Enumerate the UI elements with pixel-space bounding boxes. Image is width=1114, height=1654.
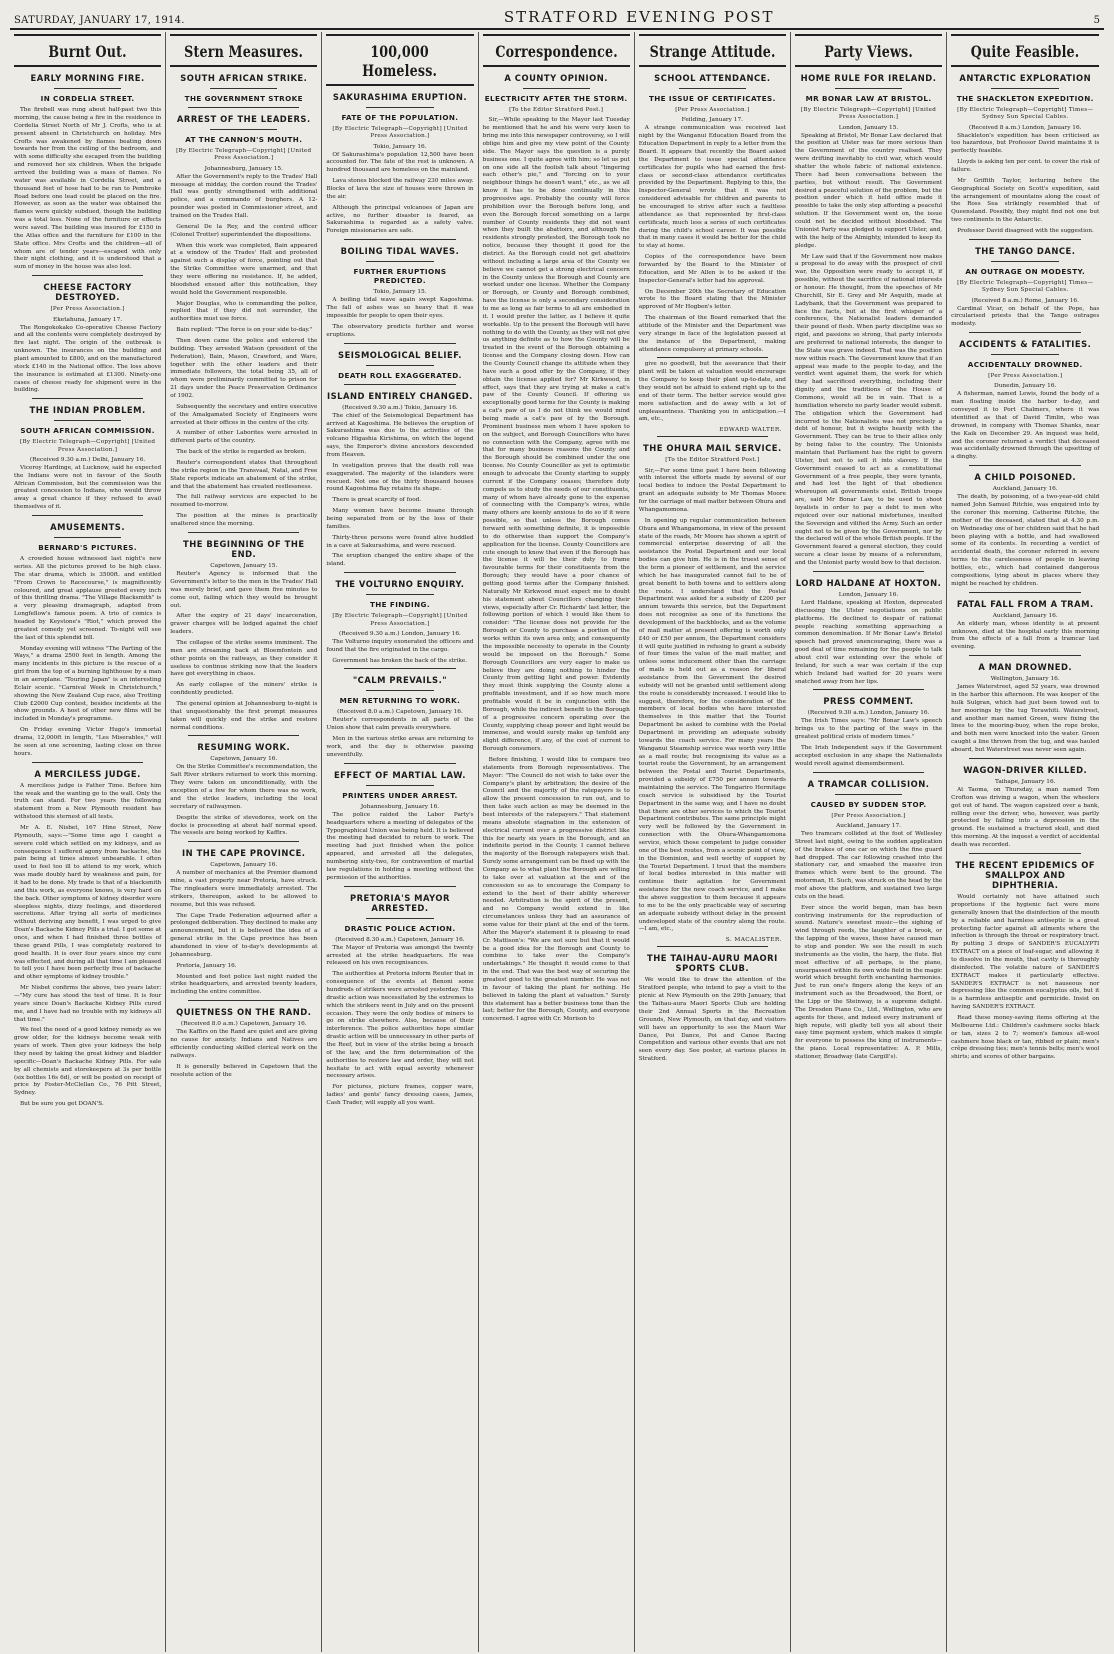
article-subheadline: AN OUTRAGE ON MODESTY.	[965, 267, 1086, 276]
newspaper-title: STRATFORD EVENING POST	[503, 8, 775, 26]
article-headline: THE TANGO DANCE.	[975, 245, 1076, 256]
article-headline: A COUNTY OPINION.	[504, 73, 608, 83]
article-subheadline: THE GOVERNMENT STROKE	[184, 94, 303, 104]
article-subheadline: THE FINDING.	[369, 600, 430, 610]
article-paragraph: For pictures, picture frames, copper ware, ladies' and gents' fancy dressing cases, James, Cash Trader, will supply all you want.	[326, 1084, 474, 1107]
dateline: Capetown, January 16.	[210, 862, 278, 869]
headline-rule	[991, 88, 1059, 89]
section-divider	[969, 592, 1081, 593]
article-headline: IN THE CAPE PROVINCE.	[182, 848, 306, 859]
wire-credit: [To the Editor Stratford Post.]	[509, 107, 604, 114]
article-paragraph: Read these money-saving items offering at the Melbourne Ltd.: Children's cashmere socks black or tan, sizes 2 to 7; women's famous all-wool cashmere hose black or tan, ribbed or plain; men's crêpe dressing ties; men's tennis belts; men's wool shirts; and scores of other bargains.	[951, 1014, 1100, 1061]
column-heading-rule	[170, 65, 317, 67]
article-paragraph: The firebell was rung about half-past two this morning, the cause being a fire in the residence in Cordelia Street North of Mr J. Crofts, who is at present absent in Christchurch on holiday. Mrs Crofts was awakened by flames beating down towards her from the ceiling of the bedroom, and with some difficulty she escaped from the building and removed her six children. When the brigade arrived the building was a mass of flames. No water was available in Cordelia Street, and a thousand feet of hose had to be run to Pembroke Road before one lead could be placed on the fire. However, as soon as the water was obtained the flames were quickly subdued, though the building was a total loss. None of the furniture or effects were saved. The building was insured for £150 in the Atlas office and the furniture for £100 in the State office. Mrs Crofts and the children—all of whom are of tender years—escaped with only their night clothing, and it is understood that a sum of money in the house was also lost.	[14, 107, 162, 271]
article-paragraph: An early collapse of the miners' strike is confidently predicted.	[170, 682, 318, 697]
article-headline: EARLY MORNING FIRE.	[30, 73, 145, 83]
article-paragraph: In opening up regular communication between Ohura and Whangamomona, in view of the present state of the roads, Mr Moore has shown a spirit of commercial enterprise deserving of all the assistance the Postal Department and our local bodies can give him. He is in the truest sense of the term a pioneer of settlement, and the service which he has inaugurated cannot fail to be of great benefit to both towns and to settlers along the route. I understand that the Postal Department was asked for a subsidy of £200 per annum towards this service, but the Department does not recognise as one of its functions the development of the backblocks, and as the volume of mail matter at present offering is worth only £40 or £50 per annum, the Department considers it will quite justified in refusing to grant a subsidy of four times the value of the mail matter, and unless some inducement other than the carriage of mails is held out as a reason for liberal assistance from the Government the desired subsidy will not be granted until settlement along the route is considerably increased. I would like to suggest, therefore, for the consideration of the members of local bodies who have interested themselves in this matter that the Tourist Department be asked to combine with the Postal Department in providing an adequate subsidy towards the coach service. For many years the Wanganui Steamship service was worth very little as a mail route; but recognising its value as a tourist route the Government, by an arrangement between the Postal and Tourist Departments, provided a subsidy of £750 per annum towards maintaining the service. The Tongariro Hermitage coach service is subsidised by the Tourist Department in the same way, and I have no doubt that there are other services to which the Tourist Department contributes. The same principle might very well be followed by the Government in connection with the Ohura-Whangamomona service, which those competent to judge consider one of the best routes, from a scenic point of view, in the Dominion, and well worthy of support by the Tourist Department. I trust that the members of local bodies interested in this matter will continue their agitation for Government assistance for the new coach service, and I make the above suggestion to them because it appears to me to be the only practicable way of securing an adequate subsidy without delay in the present undeveloped state of the country along the route.—I am, etc.,	[638, 517, 786, 933]
article-paragraph: The chief of the Seismological Department has arrived at Kagoshima. He believes the eruption of Sakurashima was due to the activities of the volcano Higashia Kirishima, on which the legend says, the Emperor's divine ancestors descended from Heaven.	[326, 412, 474, 459]
article-paragraph: A number of mechanics at the Premier diamond mine, a vast property near Pretoria, have struck. The ringleaders were immediately arrested. The strikers, thereupon, asked to be allowed to resume, but this was refused.	[170, 870, 318, 908]
dateline: (Received 9.30 a.m.) Delhi, January 16.	[29, 456, 146, 463]
article-paragraph: The Mayor of Pretoria was amongst the twenty arrested at the strike headquarters. He was released on his own recognisances.	[326, 944, 474, 967]
headline-rule	[366, 261, 433, 262]
column-top-rule	[170, 34, 317, 36]
wire-credit: [To the Editor Stratford Post.]	[665, 457, 760, 464]
article-headline: THE RECENT EPIDEMICS OF SMALLPOX AND DIPHTHERIA.	[955, 859, 1096, 891]
headline-rule	[366, 690, 433, 691]
section-divider	[32, 515, 143, 516]
article-subheadline: IN CORDELIA STREET.	[40, 94, 135, 104]
article-paragraph: Mr A. E. Nisbet, 167 Hine Street, New Plymouth, says:—"Some time ago I caught a severe cold which settled on my kidneys, and as consequence I suffered agony from backache, the pain being at times almost unbearable. I often used to feel too ill to attend to my work, which was made doubly hard by weakness and pain, for it had to be done. My trade is that of a blacksmith and this work, as everyone knows, is very hard on the back. Other symptoms of kidney disorder were sleepless nights, dizzy feelings, and disordered secretions. After trying all sorts of medicines without deriving any benefit, I was urged to give Doan's Backache Kidney Pills a trial. I got some at once, and when I had finished three bottles of these grand Pills, I was completely restored to good health. It is over four years since my cure was effected, and during all that time I am pleased to tell you I have been perfectly free of backache and other symptoms of kidney trouble."	[14, 824, 162, 981]
column-5	[635, 32, 791, 1652]
article-headline: ARREST OF THE LEADERS.	[176, 114, 311, 125]
article-paragraph: It is generally believed in Capetown that the resolute action of the	[170, 1063, 318, 1078]
article-headline: A CHILD POISONED.	[974, 472, 1077, 483]
section-divider	[344, 239, 455, 240]
dateline: Auckland, January 17.	[836, 822, 901, 829]
article-paragraph: Ever since the world began, man has been contriving instruments for the reproduction of sound. Nature's sweetest music—the sighing of wind through reeds, the laughter of a brook, or the lapping of the waves, these have caused man to stop and ponder. We see the result in such instruments as the violin, the harp, the flute. But most effective of all perhaps, is the piano, unsurpassed within its own wide field in the magic world which brought forth enchanting harmonies. Just to run one's fingers along the keys of an instrument such as the Broadwood, the Bord, or the Lipp or the Steinway, is a supreme delight. The Dresden Piano Co., Ltd., Wellington, who are agents for these, and indeed every instrument of high repute, will gladly tell you all about their easy time payment system, which makes it simple for everyone to possess the king of instruments—the piano. Local representative: A. P. Mills, stationer, Broadway (late Cargill's).	[794, 904, 943, 1061]
article-subheadline: MEN RETURNING TO WORK.	[339, 696, 461, 706]
column-2	[166, 32, 322, 1652]
headline-rule	[679, 88, 746, 89]
article-paragraph: Lloyds is asking ten per cent. to cover the risk of failure.	[951, 159, 1100, 174]
article-paragraph: Reuter's correspondent states that throughout the strike region in the Transvaal, Natal, and Free State reports indicate an abatement of the strike, and that the abatement has created restlessness.	[170, 460, 318, 490]
article-paragraph: A crowded house witnessed last night's new series. All the pictures proved to be high class. The star drama, which is 3500ft. and entitled "From Crown to Racecourse," is magnificently coloured, and great applause greeted every inch of this thrilling drama. "The Village Blacksmith" is a very pleasing dramagraph, adapted from Longfellow's famous poem. A trio of comics is headed by Keystone's "Riot," which proved the greatest comedy yet screened. To-night will see the last of this splendid bill.	[14, 556, 162, 641]
article-paragraph: The Rongokokako Co-operative Cheese Factory and all the contents were completely destroyed by fire last night. The origin of the outbreak is unknown. The insurances on the building and plant amounted to £800, and on the manufactured stock £140 in the National office. The loss above the insurance is estimated at £1300. Ninety-one cases of cheese ready for shipment were in the building.	[14, 324, 162, 394]
article-headline: SEISMOLOGICAL BELIEF.	[338, 349, 462, 360]
article-paragraph: Monday evening will witness "The Parting of the Ways," a drama 2500 feet in length. Among the many incidents in this picture is the rescue of a girl from the top of a burning lighthouse by a man in an aeroplane. "Touring Japan" is an interesting Eclair scenic. "Carnival Week in Christchurch," showing the New Zealand Cup race, also Trotting Club £2000 Cup contest, besides incidents at the show grounds. A host of other new films will be included in Monday's programme.	[14, 645, 162, 723]
headline-rule	[366, 594, 433, 595]
column-heading: 100,000 Homeless.	[362, 42, 438, 80]
wire-credit: [By Electric Telegraph—Copyright] [United Press Association.]	[800, 107, 937, 121]
wire-credit: [Per Press Association.]	[831, 812, 906, 819]
section-divider	[969, 239, 1081, 240]
article-subheadline: CAUSED BY SUDDEN STOP.	[810, 799, 927, 809]
column-1	[10, 32, 166, 1652]
section-divider	[188, 107, 299, 108]
article-headline: QUIETNESS ON THE RAND.	[176, 1007, 312, 1018]
dateline: Capetown, January 15.	[210, 563, 278, 570]
article-paragraph: The Irish Independent says if the Government accepted exclusion in any shape the Nationalists would revolt against dismemberment.	[794, 745, 943, 767]
article-paragraph: General De la Rey, and the control officer (Colonel Trotter) superintended the dispositions.	[170, 223, 318, 238]
article-paragraph: On the Strike Committee's recommendation, the Salt River strikers returned to work this morning. They were taken on unconditionally, with the exception of a few for whom there was no work, and the strike leaders, including the local secretary of railwaymen.	[170, 764, 318, 810]
column-top-rule	[14, 34, 161, 36]
dateline: Eketahuna, January 17.	[53, 316, 123, 323]
section-divider	[969, 655, 1081, 656]
section-divider	[657, 436, 768, 437]
article-headline: LORD HALDANE AT HOXTON.	[795, 577, 942, 588]
headline-rule	[366, 365, 433, 366]
article-paragraph: Mr Griffith Taylor, lecturing before the Geographical Society on Scott's expedition, said the arrangement of mountains along the coast of the Ross Sea strikingly resembled that of Queensland. Possibly, they might find not one but two continents in the Antarctic.	[951, 177, 1100, 224]
article-paragraph: A boiling tidal wave again swept Kagoshima. The fall of ashes was so heavy that it was impossible for people to open their eyes.	[326, 297, 474, 319]
article-headline: BOILING TIDAL WAVES.	[340, 246, 460, 257]
wire-credit: [By Electric Telegraph—Copyright] [United Press Association.]	[19, 439, 156, 453]
dateline: (Received 8.30 a.m.) Capetown, January 16.	[335, 936, 465, 943]
headline-rule	[835, 794, 902, 795]
article-headline: ACCIDENTS & FATALITIES.	[959, 339, 1092, 350]
article-paragraph: On Friday evening Victor Hugo's immortal drama, 12,000ft in length, "Les Miserables," will be seen at one screening, lasting close on three hours.	[14, 727, 162, 757]
article-paragraph: Mr Nisbet confirms the above, two years later:—"My cure has stood the test of time. It is four years since Doan's Backache Kidney Pills cured me, and I have had no trouble with my kidneys all that time."	[14, 985, 162, 1023]
article-headline: SOUTH AFRICAN STRIKE.	[180, 73, 308, 83]
column-heading-rule	[951, 65, 1099, 67]
section-divider	[813, 772, 924, 773]
section-divider	[344, 384, 455, 385]
section-divider	[813, 689, 924, 690]
article-paragraph: In vestigation proves that the death roll was exaggerated. The majority of the islanders were rescued. Not one of the thirty thousand houses round Kagoshima Bay retains its shape.	[326, 462, 474, 493]
section-divider	[32, 762, 143, 763]
article-paragraph: Shackleton's expedition has been criticised as too hazardous, but Professor David maintains it is perfectly feasible.	[951, 132, 1100, 155]
letter-signature: EDWARD WALTER.	[719, 427, 782, 434]
wire-credit: [By Electric Telegraph—Copyright] [United Press Association.]	[332, 126, 468, 140]
article-paragraph: Government has broken the back of the strike.	[332, 657, 468, 664]
article-subheadline: PRINTERS UNDER ARREST.	[342, 790, 458, 800]
dateline: Johannesburg, January 15.	[204, 165, 283, 172]
article-paragraph: James Waterstreet, aged 52 years, was drowned in the harbor this afternoon. He was keeper of the hulk Sulgran, which had just been towed out to her moorings by the tug Terawhiti. Waterstreet, and another man named Green, were fixing the lines to the mooring-buoy, when the rope broke, and both men were knocked into the water. Green caught a line thrown from the tug, and was hauled aboard, but Waterstreet was never seen again.	[951, 684, 1100, 754]
column-heading: Quite Feasible.	[970, 42, 1080, 61]
article-subheadline: SOUTH AFRICAN COMMISSION.	[20, 426, 155, 436]
article-headline: THE OHURA MAIL SERVICE.	[643, 443, 782, 454]
article-headline: THE BEGINNING OF THE END.	[182, 538, 305, 559]
article-subheadline: AT THE CANNON'S MOUTH.	[185, 135, 303, 145]
article-paragraph: Reuter's Agency is informed that the Government's letter to the men in the Trades' Hall was merely brief, and gave them five minutes to come out, failing which they would be brought out.	[170, 571, 318, 609]
section-divider	[969, 853, 1081, 854]
article-paragraph: Men in the various strike areas are returning to work, and the day is otherwise passing uneventfully.	[326, 736, 474, 758]
wire-credit: [By Electric Telegraph—Copyright] Times—Sydney Sun Special Cables.	[957, 280, 1094, 294]
section-divider	[344, 668, 455, 669]
article-paragraph: Pretoria, January 16.	[176, 962, 237, 969]
article-headline: SAKURASHIMA ERUPTION.	[332, 92, 468, 102]
column-heading-rule	[639, 65, 786, 67]
wire-credit: [Per Press Association.]	[50, 306, 125, 313]
headline-rule	[366, 785, 433, 786]
wire-credit: [Per Press Association.]	[988, 373, 1063, 380]
article-headline: "CALM PREVAILS."	[352, 675, 448, 686]
article-paragraph: Subsequently the secretary and entire executive of the Amalgamated Society of Engineers were arrested at their offices in the centre of the city.	[170, 403, 318, 426]
article-headline: PRESS COMMENT.	[823, 696, 914, 707]
column-heading: Stern Measures.	[184, 42, 304, 61]
section-divider	[188, 1000, 299, 1001]
masthead	[10, 6, 1104, 30]
section-divider	[32, 275, 143, 276]
article-paragraph: Two tramcars collided at the foot of Wellesley Street last night, owing to the sudden application of the brakes of one car on which the fine guard had dropped. The car following crashed into the stationary car, and smashed the massive iron frames which were bent to the ground. The motorman, H. Such, was struck on the head by the roof above the platform, and sustained two large cuts on the head.	[794, 830, 943, 900]
article-headline: PRETORIA'S MAYOR ARRESTED.	[349, 892, 450, 913]
article-paragraph: The Volturno inquiry exonerated the officers and found that the fire originated in the cargo.	[326, 638, 474, 653]
article-paragraph: The Kaffirs on the Rand are quiet and are giving no cause for anxiety. Indians and Natives are efficiently conducting skilled clerical work on the railways.	[170, 1029, 318, 1059]
article-paragraph: We would like to draw the attention of the Stratford people, who intend to pay a visit to the picnic at New Plymouth on the 29th January, that the Taihau-aura Maori Sports Club are holding their 2nd Annual Sports in the Recreation Grounds, New Plymouth, on that day, and visitors will have an opportunity to see the Maori War Dance, Poi Dance, Poi and Canoe Racing Competition and various other events that are not seen every day. See poster, at various places in Stratford.	[638, 977, 786, 1063]
article-paragraph: Although the principal volcanoes of Japan are active, no further disaster is feared, as Sakurashima is regarded as a safety valve. Foreign missionaries are safe.	[326, 204, 474, 235]
wire-credit: [Per Press Association.]	[675, 107, 750, 114]
article-paragraph: Mr Law said that if the Government now makes a proposal to do away with the prospect of civil war, the Opposition were ready to accept it, if possible, without the sacrifice of national interests or honour. He thought, from the speeches of Mr Churchill, Sir E. Grey and Mr Asquith, made at Ladybank, that the Government was prepared to face the facts, but at the first whisper of a conference, the Nationalist leaders demanded their pound of flesh. When party discipline was so rigid, and passions so strong, that party interests are preferred to national interests, the danger to the State was grave indeed. That was the position now within reach. The Government know that if an appeal was made to the people to-day, and the verdict went against them, the work for which they had sacrificed everything, including their dignity and the traditions of the House of Commons, would all be in vain. That is a humiliation whereto no party leader would submit. The obligation which the Government had incurred to the Nationalists was not precisely a debt of honour, but it weighs heavily with the Government. They can be true to their allies only by being false to the country. The Unionists maintain that Parliament has the right to govern Ulster, but not to sell it into slavery. If the Government ceased to act as a constitutional Government of a free people, they were tyrants, and had lost the light of that obedience whereupon all governments exist. British troops are, said Mr Bonar Law, to be used to shoot loyalists in order to pay a debt to men who rejoiced over our national misfortunes, insulted the Sovereign and vilified the Army. Such an order ought not to be given by the Government, nor by the declared will of the whole British people. If the Government feared a general election, they could secure a clear issue by means of a referendum, and the Unionist party would bow to that decision.	[794, 253, 943, 567]
article-headline: RESUMING WORK.	[197, 742, 291, 753]
headline-rule	[523, 88, 590, 89]
article-paragraph: The authorities at Pretoria inform Reuter that in consequence of the events at Benoni some hundreds of strikers were arrested yesterday. This drastic action was necessitated by the extremes to which the strikers went in July and on the present occasion. They were the only bodies of miners to go on strike elsewhere. Also, because of their interference. The police authorities hope similar drastic action will be unnecessary in other parts of the Reef, but in view of the strike being a breach of the law, and the firm determination of the authorities to restore law and order, they will not hesitate to act with equal severity whenever necessary arises.	[326, 971, 474, 1080]
article-paragraph: The collapse of the strike seems imminent. The men are streaming back at Bloemfontein and other points on the railways, as they consider it useless to continue striking now that the leaders have got everything in chaos.	[170, 639, 318, 678]
article-subheadline: THE ISSUE OF CERTIFICATES.	[648, 94, 776, 104]
column-heading: Burnt Out.	[48, 42, 127, 61]
article-paragraph: When this work was completed, Bain appeared at a window of the Trades' Hall and protested against such a display of force, pointing out that the Strike Committee were unarmed, and that they were offering no resistance. If, he added, bloodshed ensued after this notification, they would hold the Government responsible.	[170, 242, 318, 296]
dateline: (Received 8 a.m.) London, January 16.	[968, 124, 1082, 131]
article-paragraph: On December 20th the Secretary of Education wrote to the Board stating that the Minister approved of Mr Hogben's letter.	[638, 288, 786, 311]
article-paragraph: We feel the need of a good kidney remedy as we grow older, for the kidneys become weak with years of work. Then give your kidneys the help they need by taking the great kidney and bladder specific—Doan's Backache Kidney Pills. For sale by all chemists and storekeepers at 3s per bottle (six bottles 16s 6d), or will be posted on receipt of price by Foster-McClellan Co., 76 Pitt Street, Sydney.	[14, 1027, 162, 1097]
headline-rule	[54, 420, 121, 421]
article-subheadline: ACCIDENTALLY DROWNED.	[967, 360, 1083, 370]
headline-rule	[366, 107, 433, 108]
article-headline: HOME RULE FOR IRELAND.	[800, 73, 937, 83]
column-top-rule	[326, 34, 473, 36]
section-divider	[813, 571, 924, 572]
article-paragraph: Thirty-three persons were found alive huddled in a cave at Sakurashima, and were rescued.	[326, 534, 474, 549]
headline-rule	[991, 354, 1059, 355]
article-paragraph: A strange communication was received last night by the Wanganui Education Board from the Education Department in reply to a letter from the Board. It appears that recently the Board asked the Department to issue special attendance certificates for pupils who had earned the first-class or second-class attendance certificates provided by the Department. Replying to this, the Inspector-General wrote that it was not considered advisable for children and parents to be encouraged to strive after such a faultless attendance as that represented by first-class certificate, much less a series of such certificates during the child's school career. It was possible that in many cases it would be better for the child to stay at home.	[638, 125, 786, 250]
headline-rule	[210, 129, 277, 130]
dateline: Feilding, January 17.	[681, 117, 744, 124]
article-paragraph: Many women have become insane through being separated from or by the loss of their families.	[326, 508, 474, 530]
article-paragraph: The observatory predicts further and worse eruptions.	[326, 323, 474, 338]
wire-credit: [By Electric Telegraph—Copyright] [United Press Association.]	[332, 613, 468, 627]
article-subheadline: BERNARD'S PICTURES.	[38, 543, 137, 553]
column-7	[947, 32, 1103, 1652]
section-divider	[32, 398, 143, 399]
section-divider	[188, 532, 299, 533]
article-subheadline: MR BONAR LAW AT BRISTOL.	[805, 94, 932, 104]
article-paragraph: There is great scarcity of food.	[332, 497, 422, 504]
article-paragraph: The eruption changed the entire shape of the island.	[326, 553, 474, 568]
column-heading-rule	[795, 65, 942, 67]
article-subheadline: FATE OF THE POPULATION.	[341, 113, 459, 123]
article-paragraph: After the expiry of 21 days' incarceration, graver charges will be lodged against the chief leaders.	[170, 613, 318, 636]
headline-rule	[991, 261, 1059, 262]
headline-rule	[210, 88, 277, 89]
dateline: Tokio, January 16.	[373, 143, 427, 150]
article-paragraph: Despite the strike of stevedores, work on the docks is proceeding at about half normal speed. The vessels are being worked by Kaffirs.	[170, 814, 318, 837]
article-headline: AMUSEMENTS.	[50, 522, 126, 533]
article-paragraph: The Irish Times says: "Mr Bonar Law's speech brings us to the parting of the ways in the greatest political crisis of modern times."	[794, 718, 943, 741]
wire-credit: [By Electric Telegraph—Copyright] Times—Sydney Sun Special Cables.	[957, 107, 1094, 121]
dateline: Taihape, January 16.	[994, 778, 1056, 785]
article-paragraph: Major Douglas, who is commanding the police, replied that if they did not surrender, the authorities must use force.	[170, 300, 318, 323]
section-divider	[969, 332, 1081, 333]
article-paragraph: An elderly man, whose identity is at present unknown, died at the hospital early this morning from the effects of a fall from a tramcar last evening.	[951, 620, 1100, 651]
dateline: Tokio, January 15.	[373, 289, 427, 296]
article-headline: THE TAIHAU-AURU MAORI SPORTS CLUB.	[646, 953, 778, 974]
column-4	[479, 32, 635, 1652]
article-paragraph: Cardinal Vicar, on behalf of the Pope, has circularised priests that the Tango outrages modesty.	[951, 305, 1100, 328]
section-divider	[657, 357, 768, 358]
article-headline: THE VOLTURNO ENQUIRY.	[335, 579, 465, 590]
article-paragraph: give no goodwill, but the assurance that their plant will be taken at valuation would encourage the Company to keep their plant up-to-date, and they would not be afraid to extend right up to the end of their term. The better service would give more satisfaction and do away with a lot of unpleasantness. Thanking you in anticipation.—I am, etc.,	[638, 361, 786, 423]
article-headline: FATAL FALL FROM A TRAM.	[956, 598, 1094, 609]
column-top-rule	[639, 34, 786, 36]
dateline: (Received 8.0 a.m.) Capetown, January 16.	[337, 709, 463, 716]
article-paragraph: The chairman of the Board remarked that the attitude of the Minister and the Department was very strange in face of the legislation passed at the instance of the Department, making attendance compulsory at primary schools.	[638, 315, 786, 353]
article-paragraph: The Cape Trade Federation adjourned after a prolonged deliberation. They declined to make any announcement, but it is believed the idea of a general strike in the Cape province has been abandoned in view of to-day's developments at Johannesburg.	[170, 912, 318, 958]
column-top-rule	[795, 34, 942, 36]
column-6	[791, 32, 947, 1652]
section-divider	[188, 735, 299, 736]
article-paragraph: Copies of the correspondence have been forwarded by the Board to the Minister of Education, and Mr Allen is to be asked if the Inspector-General's letter had his approval.	[638, 254, 786, 284]
column-heading: Strange Attitude.	[649, 42, 776, 61]
dateline: Auckland, January 16.	[992, 612, 1058, 619]
dateline: Wellington, January 16.	[990, 676, 1060, 683]
dateline: Dunedin, January 16.	[994, 383, 1057, 390]
dateline: Johannesburg, January 16.	[360, 803, 440, 810]
article-subheadline: DRASTIC POLICE ACTION.	[344, 923, 456, 933]
dateline: (Received 9.30 a.m.) Tokio, January 16.	[342, 404, 458, 411]
article-paragraph: Mounted and foot police last night raided the strike headquarters, and arrested twenty leaders, including the entire committee.	[170, 973, 318, 996]
headline-rule	[366, 918, 433, 919]
article-subheadline: DEATH ROLL EXAGGERATED.	[338, 370, 462, 380]
dateline: Capetown, January 16.	[210, 756, 278, 763]
dateline: (Received 9.30 a.m.) London, January 16.	[339, 630, 461, 637]
section-divider	[969, 758, 1081, 759]
article-paragraph: Of Sakurashima's population 12,500 have been accounted for. The fate of the rest is unknown. A hundred thousand are homeless on the mainland.	[326, 151, 474, 174]
article-paragraph: Lord Haldane, speaking at Hoxton, deprecated discussing the Ulster negotiations on public platforms. He declined to despair of rational people reaching something approaching a common denomination. If Mr Bonar Law's Bristol speech had proved unencouraging, there was a good deal of time remaining for the people to talk about civil war extending over the whole of Ireland, for such a war was certain if the cup which Ireland had waited for 20 years were snatched away from her lips.	[794, 599, 943, 685]
article-paragraph: A fisherman, named Lewis, found the body of a man floating inside the harbor to-day, and conveyed it to Port Chalmers, where it was identified as that of David Timlin, who was drowned, in company with Thomas Shanks, near the Kaik on December 29. An inquest was held, and the coroner returned a verdict that deceased was accidentally drowned through the upsetting of a dinghy.	[951, 391, 1100, 461]
column-heading: Correspondence.	[494, 42, 618, 61]
article-subheadline: ELECTRICITY AFTER THE STORM.	[484, 94, 628, 104]
column-3	[322, 32, 478, 1652]
article-headline: A MAN DROWNED.	[978, 662, 1073, 673]
article-headline: A MERCILESS JUDGE.	[34, 768, 141, 779]
section-divider	[657, 946, 768, 947]
section-divider	[344, 886, 455, 887]
section-divider	[188, 841, 299, 842]
article-headline: ISLAND ENTIRELY CHANGED.	[326, 390, 473, 401]
columns-container	[10, 32, 1104, 1652]
column-heading-rule	[326, 84, 473, 86]
article-subheadline: THE SHACKLETON EXPEDITION.	[956, 94, 1094, 104]
dateline: London, January 15.	[838, 124, 899, 131]
section-divider	[344, 343, 455, 344]
article-paragraph: Bain replied: "The force is on your side to-day."	[176, 327, 313, 334]
article-paragraph: But be sure you get DOAN'S.	[20, 1101, 104, 1108]
article-paragraph: Lava stones blocked the railway 230 miles away. Blocks of lava the size of houses were thrown in the air.	[326, 178, 474, 200]
dateline: London, January 16.	[838, 591, 899, 598]
section-divider	[969, 465, 1081, 466]
dateline: Auckland, January 16.	[992, 486, 1058, 493]
column-top-rule	[483, 34, 630, 36]
dateline: (Received 8.0 a.m.) Capetown, January 16.	[180, 1021, 307, 1028]
page-number: 5	[1093, 15, 1100, 26]
article-headline: CHEESE FACTORY DESTROYED.	[43, 282, 132, 303]
wire-credit: [By Electric Telegraph—Copyright] [United Press Association.]	[176, 148, 312, 162]
article-paragraph: Then down came the police and entered the building. They arrested Watson (president of the Federation), Bain, Mason, Crawford, and Ware, together with the other leaders and their immediate followers, the total being 35, all of whom were preliminarily committed to prison for 21 days under the Peace Preservation Ordinance of 1902.	[170, 338, 318, 400]
article-paragraph: Reuter's correspondents in all parts of the Union show that calm prevails everywhere.	[326, 717, 474, 732]
article-paragraph: Sir,—For some time past I have been following with interest the efforts made by several of our local bodies to induce the Postal Department to grant an adequate subsidy to Mr Thomas Moore for the carriage of mail matter between Ohura and Whangamomona.	[638, 467, 786, 513]
letter-signature: S. MACALISTER.	[725, 937, 782, 944]
article-paragraph: Before finishing, I would like to compare two statements from Borough representatives. The Mayor: "The Council do not wish to take over the Company's plant by arbitration; the desire of the Council and the majority of the ratepayers is to allow the present concession to run out, and to then take such action as may be deemed in the best interests of the ratepayers." That statement means absolute stagnation in the extension of electrical current over a progressive district like this for nearly six years in the Borough, and an indefinite period in the County. I cannot believe the majority of the Borough ratepayers wish that. Surely some arrangement can be fixed up with the Company as to what plant the Borough are willing to take over at valuation at the end of the concession so as to encourage the Company to extend to the best of their ability wherever needed. Arbitration is the spirit of the present, and no Company would extend in like circumstances unless they had an assurance of some value for their plant at the end of the term. After the Mayor's statement it is pleasing to read Cr. Mattison's: "We are not sure but that it would be a good idea for the Borough and County to combine to take over the Company's undertakings." He thought it would come to that in the end. That was the best way of securing the greatest good to the greatest number. He was not in favour of taking the plant for nothing. He believed in taking the plant at valuation." Surely this statement has a better business tone than the last; better for the Borough, County, and everyone concerned. I agree with Cr. Morison to	[482, 756, 630, 1023]
article-headline: SCHOOL ATTENDANCE.	[654, 73, 771, 83]
column-heading: Party Views.	[824, 42, 913, 61]
article-subheadline: FURTHER ERUPTIONS PREDICTED.	[353, 267, 447, 286]
article-paragraph: Sir,—While speaking to the Mayor last Tuesday he mentioned that he and his were very keen to bring me into this newspaper controversy, so I will oblige him and give my view point of the County side. The Mayor says the question is a purely business one. I quite agree with him; so let us put on one side all the foolish talk about "lingering each other's pie," and "forcing on to your neighbour things he doesn't want," etc., as we all know it has to be done continually in this progressive age. Probably the county will force prohibition over the Borough before long, and even the Borough forced something on a large number of County residents they did not want when they built the abattoirs, and although the residents strongly protested, the Borough took no notice, because they thought it good for the district. As the Borough could not get abattoirs without including a large area of the County we believe we cannot get a strong electrical concern in the County unless the Borough and County are worked under one license. Whether the Company or Borough, or County and Borough combined, have the license is only a secondary consideration to me as long as fair terms to all are embodied in it. I would prefer the latter, as I believe it quite workable. Up to the present the Borough will have nothing to do with the County, as they will not give us anything definite as to how the County will be treated in the event of the Borough obtaining a license and the Company closing down. How can the County Council change its attitude when they have such a good offer by the Company, if they obtain the license applied for? Mr Kirkwood, in effect, says that they are trying at make a cat's paw of the County Council. If offering us exceptionally good terms for the County is making a cat's paw of us I do not think we would mind being made a cat's paw of by the Borough. Prominent business men whom I have spoken to on the subject, and Borough Councillors who have no connection with the Company, agree with me that for many business reasons the County and the Borough should be combined under the one license. No County Councillor as yet is optimistic enough to advocate the County starting to supply current if the Company ceases; therefore duty compels us to study the needs of our constituents, many of whom have already gone to the expense of connecting with the Company's wires, while many others are keenly anxious to do so if it were possible, so that unless the Borough comes forward with something definite, it is impossible to do otherwise than support the Company's application for the license. County Councillors are cute enough to know that even if the Borough has the license it will be their duty to frame favourable terms for their constituents from the Borough; they would have a poor chance of getting good terms after the Company finished. Naturally Mr Kirkwood must expect me to doubt his statement about Councillors changing their views, especially after Cr. Richards' last letter, the following portion of which I would like them to consider: "The license does not provide for the Borough or County to purchase a portion of the works within its own area only, and consequently the impossible necessity to operate in the County would be imposed on the Borough." Some Borough Councillors are very eager to make us believe they are doing nothing to hinder the County from getting light and power. Evidently they must think supplying the County alone a profitable investment, and if so how much more profitable would it be in conjunction with the Borough, while the indirect benefit to the Borough of a progressive concern operating over the County, supplying cheap power and light would be immense, and would surely make up tenfold any slight difference, if any, of the cost of current to Borough consumers.	[482, 117, 630, 753]
article-paragraph: Viceroy Hardinge, at Lucknow, said he expected the Indians were not in favour of the South African Commission, but the commission was the greatest concession to Indians, who would throw away a great chance if they refused to avail themselves of it.	[14, 464, 162, 511]
section-divider	[344, 572, 455, 573]
article-paragraph: The full railway services are expected to be resumed to-morrow.	[170, 494, 318, 509]
article-paragraph: A merciless judge is Father Time. Before him the weak and the wanting go to the wall. Only the truth can stand. For two years the following statement from a New Plymouth resident has withstood this sternest of all tests.	[14, 782, 162, 821]
article-paragraph: Speaking at Bristol, Mr Bonar Law declared that the position at Ulster was far more serious than the Government of the country realised. They were drifting inevitably to civil war, which would shatter the whole fabric of national existence. There had been conversations between the parties, but without result. The Government desired a peaceful solution of the problem, but the position under which it held office made it possible to take the only step affording a peaceful solution. If the Government went on, the issue could not be decided without bloodshed. The Unionist Party was pledged to support Ulster, and, with the help of the Almighty, intended to keep its pledge.	[794, 132, 943, 249]
dateline: (Received 8 a.m.) Rome, January 16.	[971, 297, 1079, 304]
column-heading-rule	[483, 65, 630, 67]
article-paragraph: The police raided the Labor Party's headquarters where a meeting of delegates of the Typographical Union was being held. It is believed the meeting had decided to return to work. The meeting had just finished when the police appeared, and arrested all the delegates, numbering sixty-two, for contravention of martial law regulations in holding a meeting without the permission of the authorities.	[326, 811, 474, 881]
article-headline: ANTARCTIC EXPLORATION	[959, 73, 1092, 83]
article-headline: EFFECT OF MARTIAL LAW.	[333, 769, 466, 780]
article-paragraph: The death, by poisoning, of a two-year-old child named John Samuel Ritchie, was enquired into by the coroner this morning. Catherine Ritchie, the mother of the deceased, stated that at 4.30 p.m. on Wednesday one of her children said that he had been playing with a bottle, and had swallowed some of its contents. In recording a verdict of accidental death, the coroner referred in severe terms to the carelessness of people in leaving bottles, etc., which had contained dangerous compositions, lying about in places where they might be reached by children.	[951, 494, 1100, 587]
column-heading-rule	[14, 65, 161, 67]
article-paragraph: After the Government's reply to the Trades' Hall message at midday, the cordon round the Trades' Hall was gently strengthened with additional police, and a commando of burghers. A 12-pounder was posted in Commissioner street, and trained on the Trades Hall.	[170, 173, 318, 219]
headline-rule	[54, 88, 121, 89]
article-headline: WAGON-DRIVER KILLED.	[963, 764, 1088, 775]
article-paragraph: The back of the strike is regarded as broken.	[176, 449, 307, 456]
article-headline: A TRAMCAR COLLISION.	[807, 778, 930, 789]
article-paragraph: Professor David disagreed with the suggestion.	[957, 228, 1094, 235]
headline-rule	[835, 88, 902, 89]
issue-date: SATURDAY, JANUARY 17, 1914.	[14, 15, 185, 26]
article-paragraph: A number of other Laborites were arrested in different parts of the country.	[170, 430, 318, 445]
dateline: (Received 9.30 a.m.) London, January 16.	[807, 710, 930, 717]
article-paragraph: The position at the mines is practically unaltered since the morning.	[170, 513, 318, 528]
column-top-rule	[951, 34, 1099, 36]
section-divider	[344, 763, 455, 764]
headline-rule	[54, 537, 121, 538]
article-paragraph: At Taoma, on Thursday, a man named Tom Crofton was driving a wagon, when the wheelers got out of hand. The wagon capsized over a bank, rolling over the driver, who, however, was partly protected by falling into a depression in the ground. He sustained a fractured skull, and died this morning. At the inquest a verdict of accidental death was recorded.	[951, 786, 1100, 848]
article-paragraph: Would certainly not have attained such proportions if the hygienic fact were more generally known that the disinfection of the mouth by a reliable and harmless antiseptic is a great protecting factor against all ailments where the infection is through the throat or respiratory tract. By putting 3 drops of SANDER'S EUCALYPTI EXTRACT on a piece of loaf-sugar, and allowing it to dissolve in the mouth, that cavity is thoroughly disinfected. The volatile nature of SANDER'S EXTRACT makes it particularly effective. SANDER'S EXTRACT is not nauseous nor depressing like the common eucalyptus oils, but it is a harmless antiseptic and germicide. Insist on having SANDER'S EXTRACT.	[951, 894, 1100, 1011]
article-headline: THE INDIAN PROBLEM.	[29, 405, 146, 416]
article-paragraph: The general opinion at Johannesburg to-night is that unquestionably the first prompt measures taken will quickly end the strike and restore normal conditions.	[170, 700, 318, 731]
